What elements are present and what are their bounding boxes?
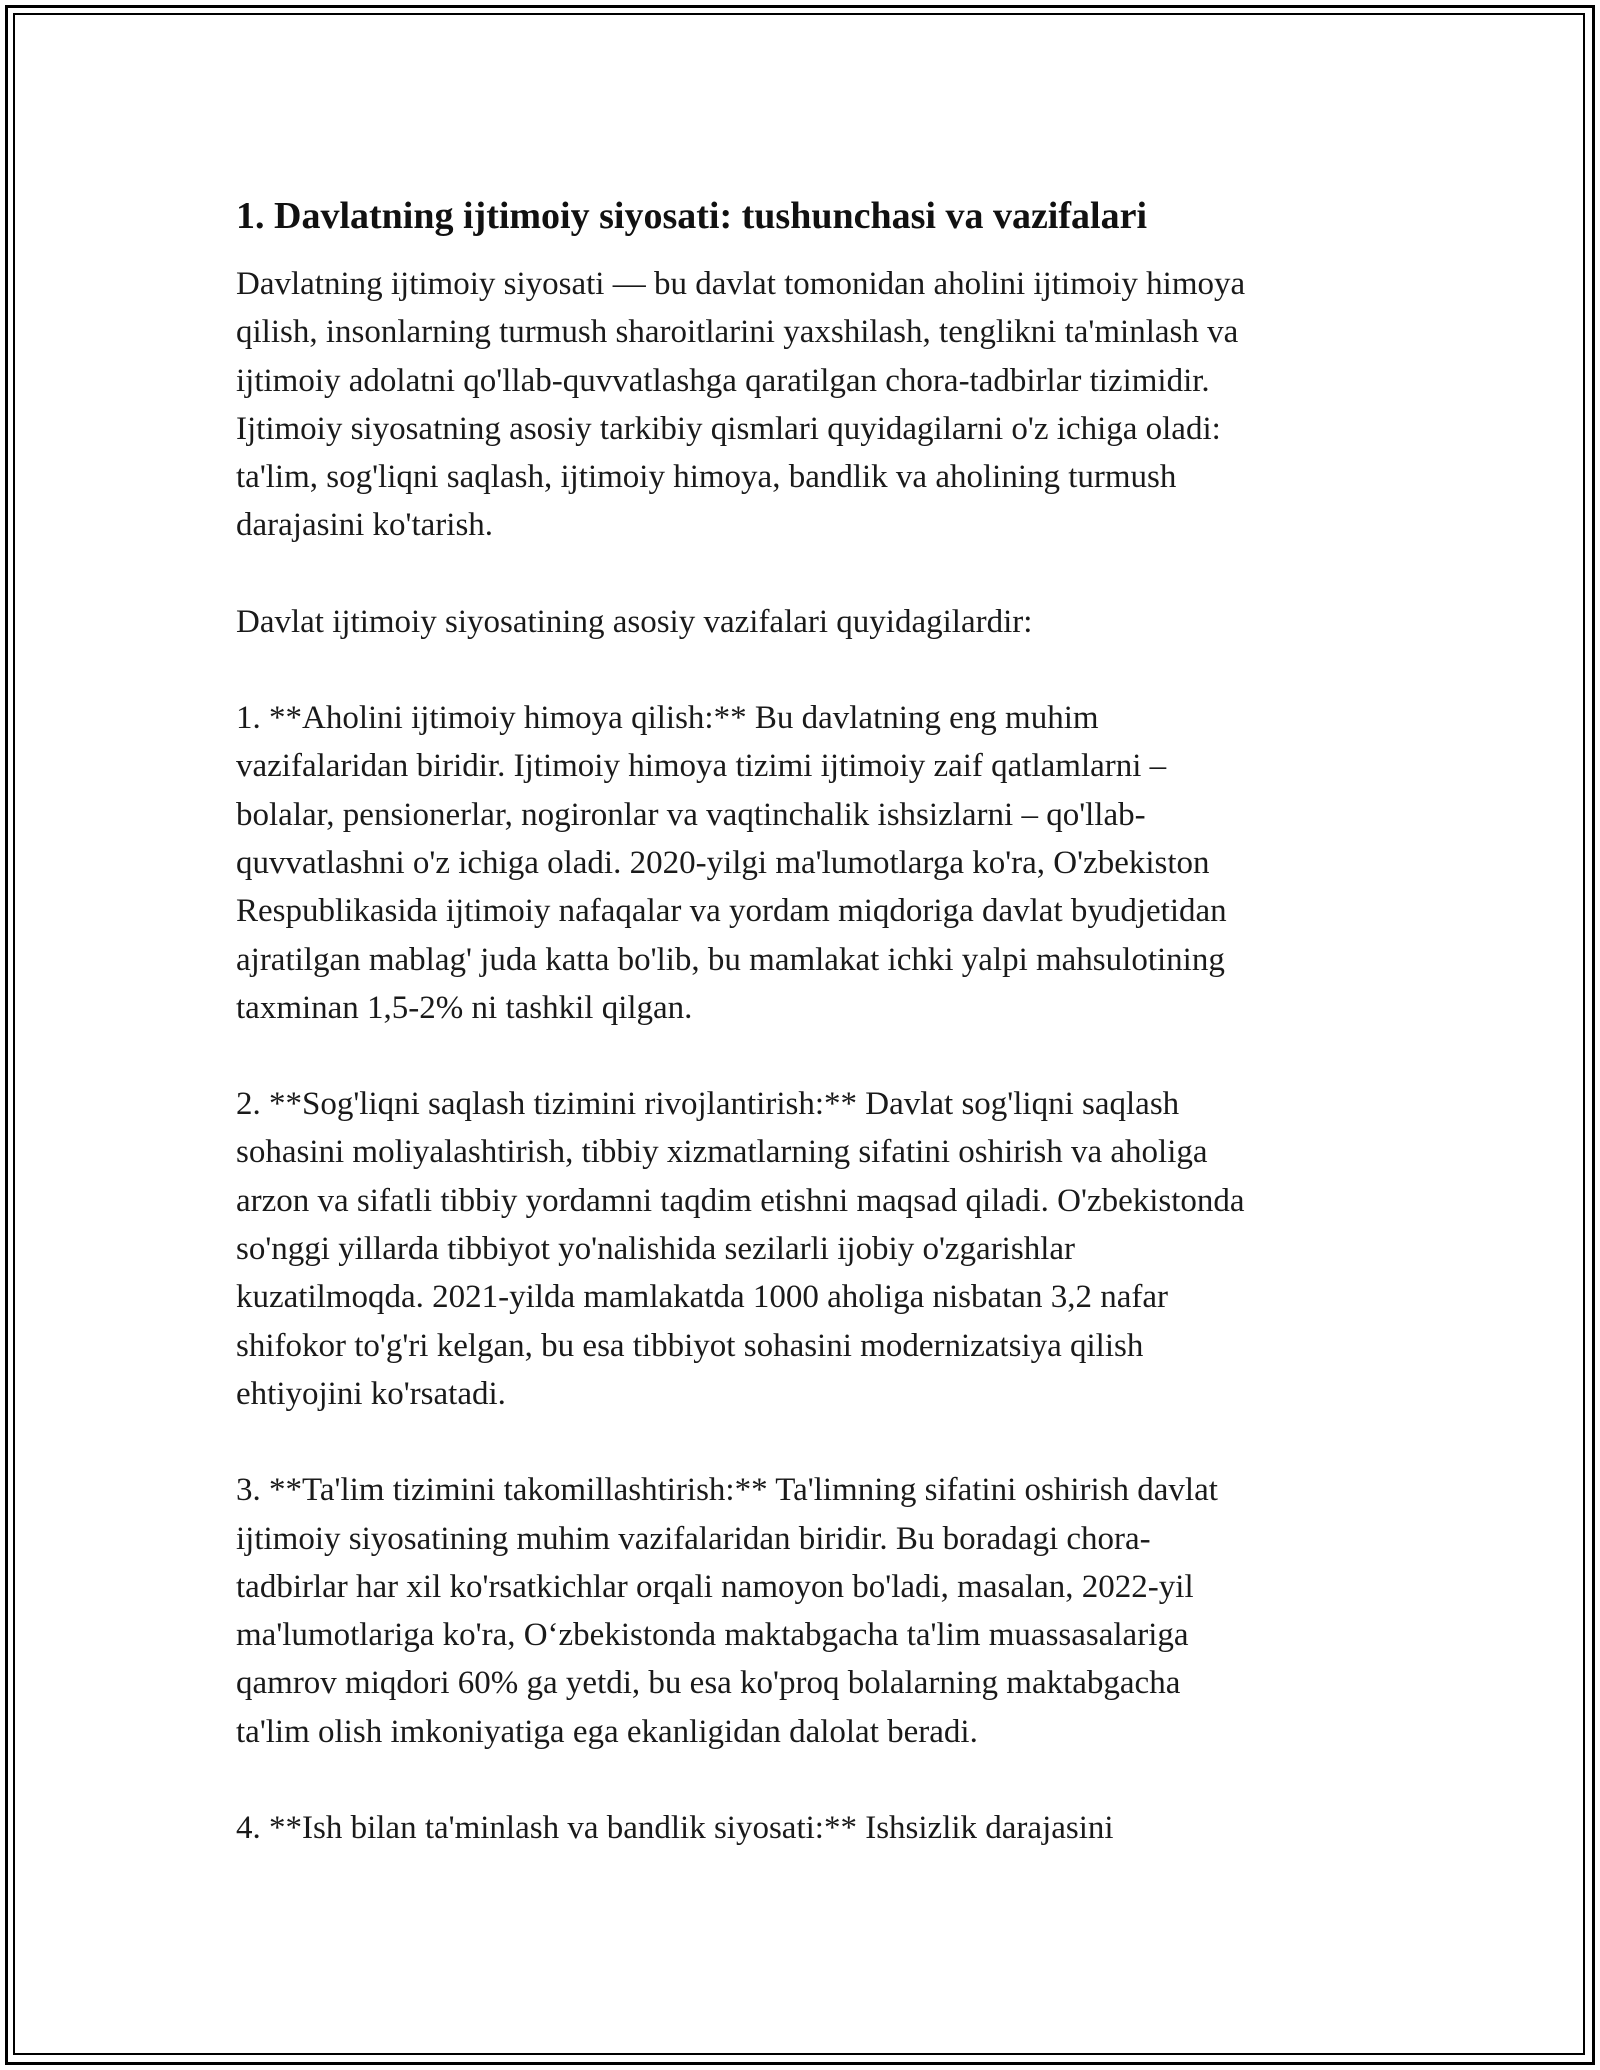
text-line: 3. **Ta'lim tizimini takomillashtirish:** Ta'limning sifatini oshirish davlat [236, 1472, 1218, 1509]
text-line: Ijtimoiy siyosatning asosiy tarkibiy qismlari quyidagilarni o'z ichiga oladi: [236, 410, 1221, 447]
text-line: ta'lim, sog'liqni saqlash, ijtimoiy himoya, bandlik va aholining turmush [236, 459, 1177, 496]
document-body [236, 190, 1366, 1900]
text-line: ta'lim olish imkoniyatiga ega ekanligidan dalolat beradi. [236, 1713, 978, 1750]
text-line: tadbirlar har xil ko'rsatkichlar orqali namoyon bo'ladi, masalan, 2022-yil [236, 1568, 1194, 1605]
list-item-healthcare [236, 1080, 1366, 1418]
text-line: qilish, insonlarning turmush sharoitlarini yaxshilash, tenglikni ta'minlash va [236, 314, 1239, 351]
text-line: vazifalaridan biridir. Ijtimoiy himoya tizimi ijtimoiy zaif qatlamlarni – [236, 748, 1167, 785]
text-line: 2. **Sog'liqni saqlash tizimini rivojlantirish:** Davlat sog'liqni saqlash [236, 1086, 1180, 1123]
list-item-education [236, 1466, 1366, 1756]
text-line: bolalar, pensionerlar, nogironlar va vaqtinchalik ishsizlarni – qo'llab- [236, 796, 1146, 833]
text-line: Davlatning ijtimoiy siyosati — bu davlat tomonidan aholini ijtimoiy himoya [236, 266, 1246, 302]
text-line: darajasini ko'tarish. [236, 507, 494, 544]
text-line: Respublikasida ijtimoiy nafaqalar va yordam miqdoriga davlat byudjetidan [236, 893, 1227, 930]
text-line: so'nggi yillarda tibbiyot yo'nalishida sezilarli ijobiy o'zgarishlar [236, 1231, 1076, 1268]
intro-paragraph [236, 260, 1366, 550]
text-line: shifokor to'g'ri kelgan, bu esa tibbiyot sohasini modernizatsiya qilish [236, 1327, 1144, 1364]
text-line: ajratilgan mablag' juda katta bo'lib, bu mamlakat ichki yalpi mahsulotining [236, 941, 1225, 978]
text-line: qamrov miqdori 60% ga yetdi, bu esa ko'proq bolalarning maktabgacha [236, 1665, 1181, 1702]
text-line: ma'lumotlariga ko'ra, O‘zbekistonda maktabgacha ta'lim muassasalariga [236, 1617, 1189, 1654]
text-line: Davlat ijtimoiy siyosatining asosiy vazifalari quyidagilardir: [236, 603, 1033, 640]
text-line: sohasini moliyalashtirish, tibbiy xizmatlarning sifatini oshirish va aholiga [236, 1134, 1208, 1171]
list-item-social-protection [236, 694, 1366, 1032]
list-item-employment [236, 1804, 1366, 1852]
text-line: ehtiyojini ko'rsatadi. [236, 1375, 506, 1412]
tasks-intro-paragraph [236, 598, 1366, 646]
text-line: ijtimoiy adolatni qo'llab-quvvatlashga qaratilgan chora-tadbirlar tizimidir. [236, 362, 1210, 399]
text-line: kuzatilmoqda. 2021-yilda mamlakatda 1000 aholiga nisbatan 3,2 nafar [236, 1279, 1168, 1316]
text-line: quvvatlashni o'z ichiga oladi. 2020-yilgi ma'lumotlarga ko'ra, O'zbekiston [236, 844, 1210, 881]
text-line: ijtimoiy siyosatining muhim vazifalaridan biridir. Bu boradagi chora- [236, 1520, 1151, 1557]
section-heading: 1. Davlatning ijtimoiy siyosati: tushunchasi va vazifalari [236, 195, 1147, 237]
text-line: taxminan 1,5-2% ni tashkil qilgan. [236, 989, 693, 1026]
text-line: arzon va sifatli tibbiy yordamni taqdim etishni maqsad qiladi. O'zbekistonda [236, 1182, 1245, 1219]
text-line: 4. **Ish bilan ta'minlash va bandlik siyosati:** Ishsizlik darajasini [236, 1810, 1114, 1847]
text-line: 1. **Aholini ijtimoiy himoya qilish:** Bu davlatning eng muhim [236, 700, 1099, 737]
